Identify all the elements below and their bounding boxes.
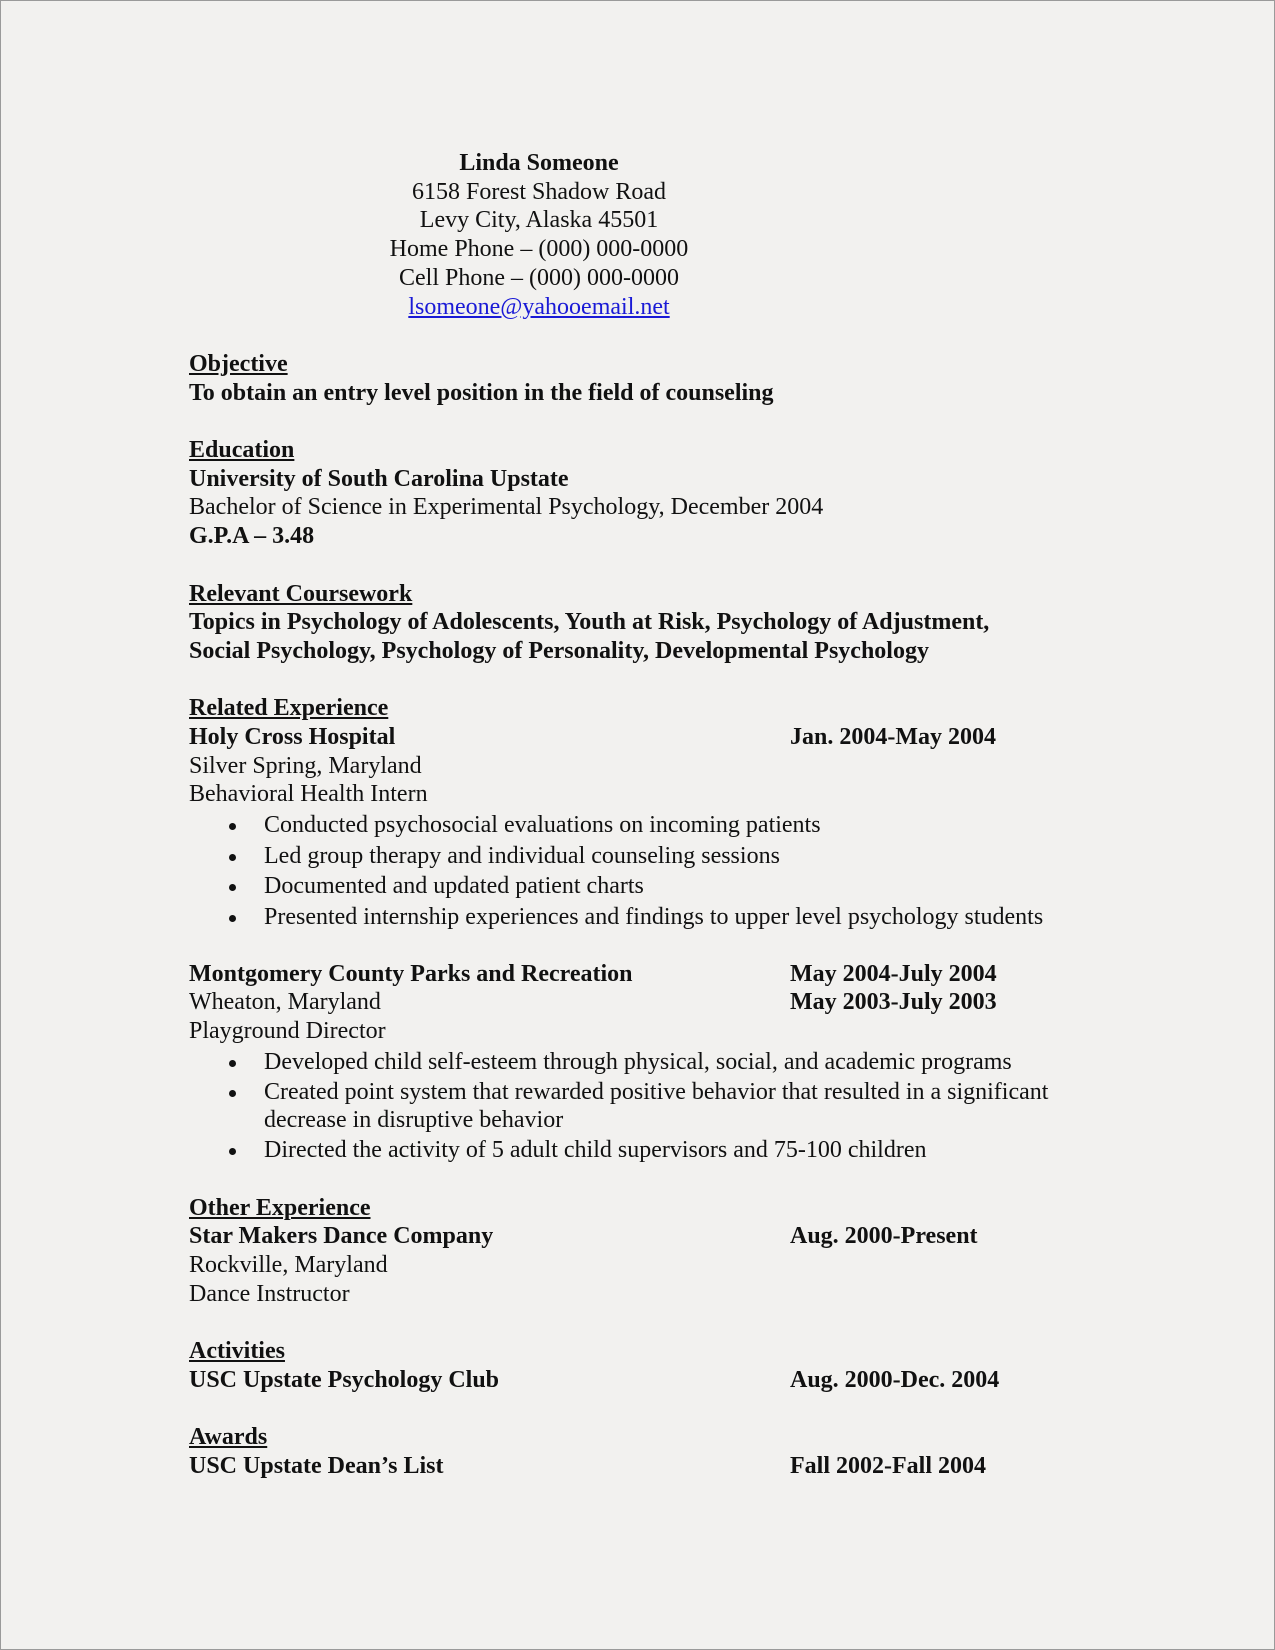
bullet-icon xyxy=(229,884,236,891)
award-row xyxy=(189,1452,1089,1481)
activities-title: Activities xyxy=(189,1338,285,1365)
awards-title: Awards xyxy=(189,1424,268,1451)
resume-body xyxy=(189,149,1089,1481)
address-line-1: 6158 Forest Shadow Road xyxy=(412,178,666,205)
job-org: Holy Cross Hospital xyxy=(189,724,396,750)
gpa: G.P.A – 3.48 xyxy=(189,523,315,550)
job-location-row xyxy=(189,988,1089,1017)
contact-header xyxy=(89,149,989,321)
job-location: Wheaton, Maryland xyxy=(189,989,381,1016)
list-item: Conducted psychosocial evaluations on incoming patients xyxy=(189,812,1089,840)
bullet-icon xyxy=(229,1060,236,1067)
degree: Bachelor of Science in Experimental Psychology, December 2004 xyxy=(189,494,824,521)
list-item: Presented internship experiences and findings to upper level psychology students xyxy=(189,904,1089,932)
list-item: Directed the activity of 5 adult child supervisors and 75-100 children xyxy=(189,1137,1089,1165)
list-item: Developed child self-esteem through physical, social, and academic programs xyxy=(189,1049,1089,1077)
other-experience-section xyxy=(189,1194,1089,1309)
list-item: Created point system that rewarded positive behavior that resulted in a significant decrease in disruptive behavior xyxy=(189,1079,1089,1134)
school-name: University of South Carolina Upstate xyxy=(189,465,569,492)
bullet-icon xyxy=(229,1090,236,1097)
job-duties-list xyxy=(189,812,1089,931)
other-experience-title: Other Experience xyxy=(189,1194,371,1221)
job-role: Behavioral Health Intern xyxy=(189,781,428,808)
bullet-icon xyxy=(229,854,236,861)
list-item: Documented and updated patient charts xyxy=(189,873,1089,901)
education-section xyxy=(189,436,1089,551)
activity-row xyxy=(189,1366,1089,1395)
list-item: Led group therapy and individual counseling sessions xyxy=(189,843,1089,871)
bullet-icon xyxy=(229,1148,236,1155)
education-title: Education xyxy=(189,437,295,463)
objective-text: To obtain an entry level position in the field of counseling xyxy=(189,379,774,406)
job-date: May 2004-July 2004 xyxy=(790,960,997,987)
related-experience-section xyxy=(189,694,1089,1165)
job-header-row xyxy=(189,960,1089,989)
activity-name: USC Upstate Psychology Club xyxy=(189,1366,500,1393)
objective-title: Objective xyxy=(189,350,288,377)
job-location: Rockville, Maryland xyxy=(189,1251,388,1278)
activity-date: Aug. 2000-Dec. 2004 xyxy=(790,1366,1000,1393)
job-date-secondary: May 2003-July 2003 xyxy=(790,989,997,1016)
coursework-title: Relevant Coursework xyxy=(189,580,413,607)
activities-section xyxy=(189,1337,1089,1394)
job-role: Playground Director xyxy=(189,1018,386,1045)
job-location: Silver Spring, Maryland xyxy=(189,752,422,779)
job-header-row xyxy=(189,723,1089,752)
job-duties-list xyxy=(189,1049,1089,1165)
home-phone: Home Phone – (000) 000-0000 xyxy=(389,236,689,263)
coursework-section xyxy=(189,580,1089,666)
job-date: Jan. 2004-May 2004 xyxy=(790,724,996,750)
bullet-icon xyxy=(229,823,236,830)
job-org: Montgomery County Parks and Recreation xyxy=(189,960,633,987)
applicant-name: Linda Someone xyxy=(459,150,619,176)
address-line-2: Levy City, Alaska 45501 xyxy=(419,207,659,234)
related-experience-title: Related Experience xyxy=(189,695,389,722)
job-date: Aug. 2000-Present xyxy=(790,1223,978,1250)
award-date: Fall 2002-Fall 2004 xyxy=(790,1452,986,1479)
job-role: Dance Instructor xyxy=(189,1280,350,1307)
objective-section xyxy=(189,350,1089,407)
job-org: Star Makers Dance Company xyxy=(189,1223,494,1250)
job-header-row xyxy=(189,1222,1089,1251)
award-name: USC Upstate Dean’s List xyxy=(189,1452,444,1479)
awards-section xyxy=(189,1423,1089,1480)
cell-phone: Cell Phone – (000) 000-0000 xyxy=(399,264,679,291)
coursework-line-1: Topics in Psychology of Adolescents, Youth at Risk, Psychology of Adjustment, xyxy=(189,609,990,636)
bullet-icon xyxy=(229,915,236,922)
coursework-line-2: Social Psychology, Psychology of Personality, Developmental Psychology xyxy=(189,637,929,664)
email-link[interactable]: lsomeone@yahooemail.net xyxy=(408,293,670,320)
